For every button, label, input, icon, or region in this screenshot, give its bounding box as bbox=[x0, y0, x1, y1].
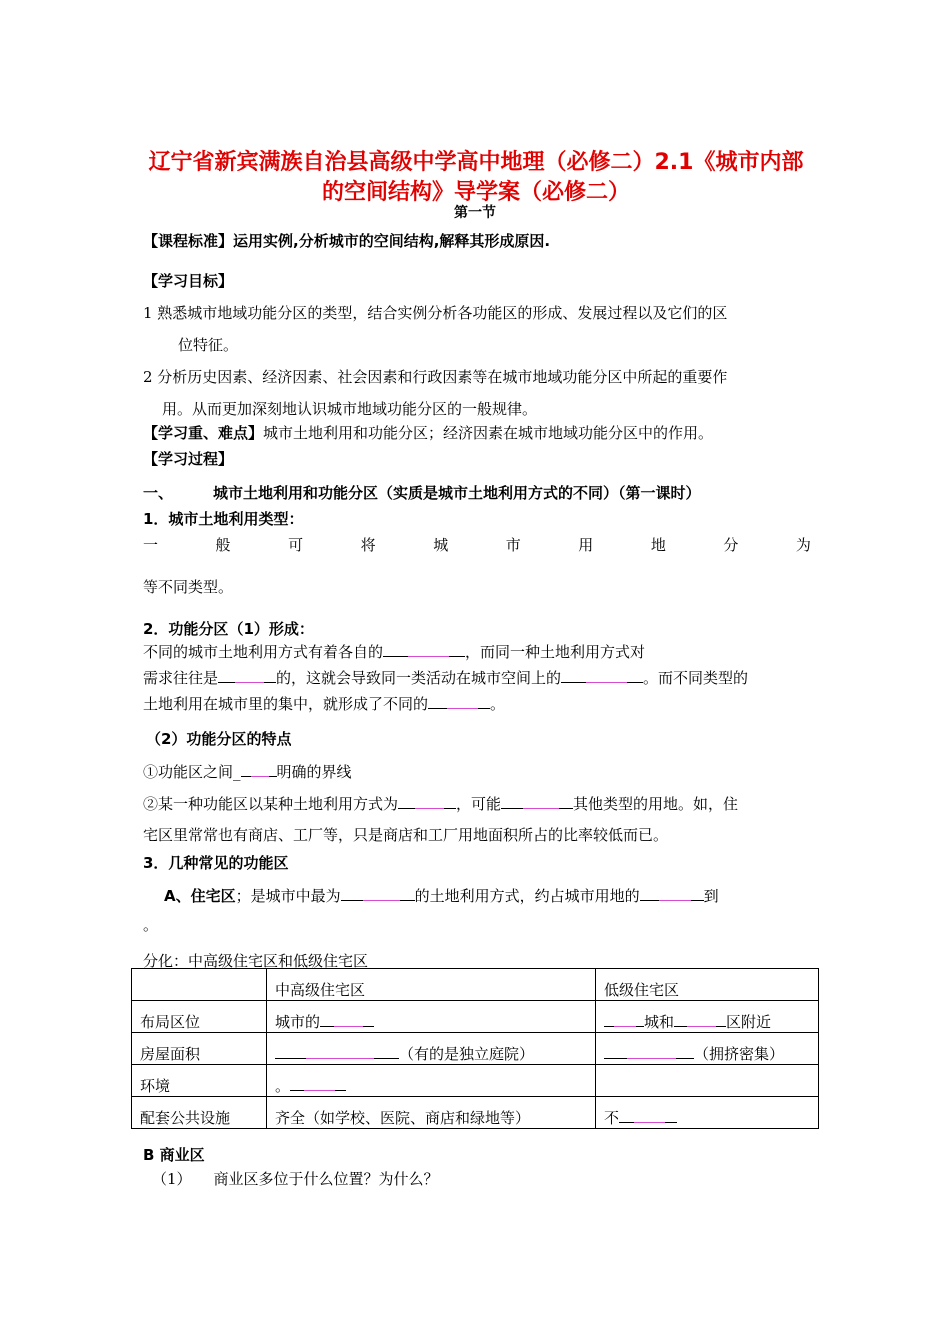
key-points-text: 城市土地利用和功能分区；经济因素在城市地域功能分区中的作用。 bbox=[263, 424, 714, 442]
curriculum-standard bbox=[143, 230, 811, 252]
residential-end: 。 bbox=[143, 916, 159, 934]
table-row-label: 配套公共设施 bbox=[132, 1097, 267, 1129]
table-row-label: 布局区位 bbox=[132, 1001, 267, 1033]
part-1-title: 城市土地利用和功能分区（实质是城市土地利用方式的不同）（第一课时） bbox=[213, 484, 701, 502]
key-points bbox=[143, 422, 811, 444]
q1-line-2: 等不同类型。 bbox=[143, 578, 234, 596]
table-row bbox=[132, 969, 819, 1001]
curriculum-label: 【课程标准】 bbox=[143, 232, 234, 250]
table-cell: 城和 区附近 bbox=[596, 1001, 819, 1033]
table-cell: 不 bbox=[596, 1097, 819, 1129]
q2-line-1: 不同的城市土地利用方式有着各自的 ，而同一种土地利用方式对 bbox=[143, 640, 811, 663]
fill-blank[interactable] bbox=[501, 792, 573, 809]
table-cell: 齐全（如学校、医院、商店和绿地等） bbox=[267, 1097, 596, 1129]
objective-2-line-1: 2 分析历史因素、经济因素、社会因素和行政因素等在城市地域功能分区中所起的重要作 bbox=[143, 368, 728, 386]
q1-char: 般 bbox=[215, 536, 231, 554]
fill-blank[interactable] bbox=[640, 884, 704, 901]
fill-blank[interactable] bbox=[674, 1010, 726, 1027]
fill-blank[interactable] bbox=[398, 792, 456, 809]
fill-blank[interactable] bbox=[320, 1010, 374, 1027]
table-cell bbox=[132, 969, 267, 1001]
fill-blank[interactable] bbox=[604, 1042, 694, 1059]
residential-line: A、住宅区；是城市中最为 的土地利用方式，约占城市用地的 到 bbox=[164, 884, 832, 907]
q1-char: 市 bbox=[505, 536, 521, 554]
q1-char: 城 bbox=[433, 536, 449, 554]
residential-label: A、住宅区 bbox=[164, 887, 236, 905]
fill-blank[interactable] bbox=[428, 692, 490, 709]
table-header-cell: 低级住宅区 bbox=[596, 969, 819, 1001]
document-title: 辽宁省新宾满族自治县高级中学高中地理（必修二）2.1《城市内部的空间结构》导学案（必修二） bbox=[148, 150, 804, 205]
q1-heading: 1．城市土地利用类型： bbox=[143, 510, 304, 528]
fill-blank[interactable] bbox=[241, 760, 277, 777]
q1-char: 用 bbox=[578, 536, 594, 554]
q2-heading: 2．功能分区（1）形成： bbox=[143, 620, 314, 638]
table-cell: 城市的 bbox=[267, 1001, 596, 1033]
q2-line-3: 土地利用在城市里的集中，就形成了不同的 。 bbox=[143, 692, 811, 715]
process-heading: 【学习过程】 bbox=[143, 450, 234, 468]
q1-char: 一 bbox=[143, 536, 159, 554]
table-row-label: 环境 bbox=[132, 1065, 267, 1097]
part-1-number: 一、 bbox=[143, 484, 174, 502]
objective-1-line-1: 1 熟悉城市地域功能分区的类型，结合实例分析各功能区的形成、发展过程以及它们的区 bbox=[143, 304, 728, 322]
fill-blank[interactable] bbox=[604, 1010, 644, 1027]
division-line: 分化：中高级住宅区和低级住宅区 bbox=[143, 952, 369, 970]
part-1-heading bbox=[143, 482, 811, 504]
feature-1: ①功能区之间_ 明确的界线 bbox=[143, 760, 811, 783]
feature-2-line-2: 宅区里常常也有商店、工厂等，只是商店和工厂用地面积所占的比率较低而已。 bbox=[143, 826, 669, 844]
curriculum-text: 运用实例,分析城市的空间结构,解释其形成原因. bbox=[233, 232, 551, 250]
table-header-cell: 中高级住宅区 bbox=[267, 969, 596, 1001]
table-row-label: 房屋面积 bbox=[132, 1033, 267, 1065]
table-cell: （有的是独立庭院） bbox=[267, 1033, 596, 1065]
q1-char: 地 bbox=[650, 536, 666, 554]
table-row bbox=[132, 1033, 819, 1065]
fill-blank[interactable] bbox=[619, 1106, 677, 1123]
section-label: 第一节 bbox=[454, 205, 496, 221]
table-row bbox=[132, 1001, 819, 1033]
q1-char: 可 bbox=[288, 536, 304, 554]
table-row bbox=[132, 1097, 819, 1129]
fill-blank[interactable] bbox=[383, 640, 465, 657]
table-cell: 。 bbox=[267, 1065, 596, 1097]
table-row bbox=[132, 1065, 819, 1097]
fill-blank[interactable] bbox=[341, 884, 415, 901]
q1-char: 分 bbox=[723, 536, 739, 554]
key-points-label: 【学习重、难点】 bbox=[143, 424, 264, 442]
part-b-heading: B 商业区 bbox=[143, 1146, 205, 1164]
q3-heading: 3．几种常见的功能区 bbox=[143, 854, 289, 872]
q1-spread-line bbox=[143, 534, 811, 556]
fill-blank[interactable] bbox=[218, 666, 276, 683]
fill-blank[interactable] bbox=[561, 666, 643, 683]
table-cell: （拥挤密集） bbox=[596, 1033, 819, 1065]
table-cell bbox=[596, 1065, 819, 1097]
fill-blank[interactable] bbox=[290, 1074, 346, 1091]
feature-2: ②某一种功能区以某种土地利用方式为 ，可能 其他类型的用地。如，住 bbox=[143, 792, 811, 815]
residential-table bbox=[131, 968, 819, 1129]
q1-char: 将 bbox=[360, 536, 376, 554]
objective-2-line-2: 用。从而更加深刻地认识城市地域功能分区的一般规律。 bbox=[162, 400, 538, 418]
fill-blank[interactable] bbox=[275, 1042, 399, 1059]
part-b-question-1: （1） 商业区多位于什么位置？为什么？ bbox=[152, 1170, 439, 1188]
q2-subheading: （2）功能分区的特点 bbox=[146, 730, 292, 748]
objective-1-line-2: 位特征。 bbox=[178, 336, 239, 354]
q1-char: 为 bbox=[795, 536, 811, 554]
q2-line-2: 需求往往是 的，这就会导致同一类活动在城市空间上的 。而不同类型的 bbox=[143, 666, 811, 689]
objectives-heading: 【学习目标】 bbox=[143, 272, 234, 290]
